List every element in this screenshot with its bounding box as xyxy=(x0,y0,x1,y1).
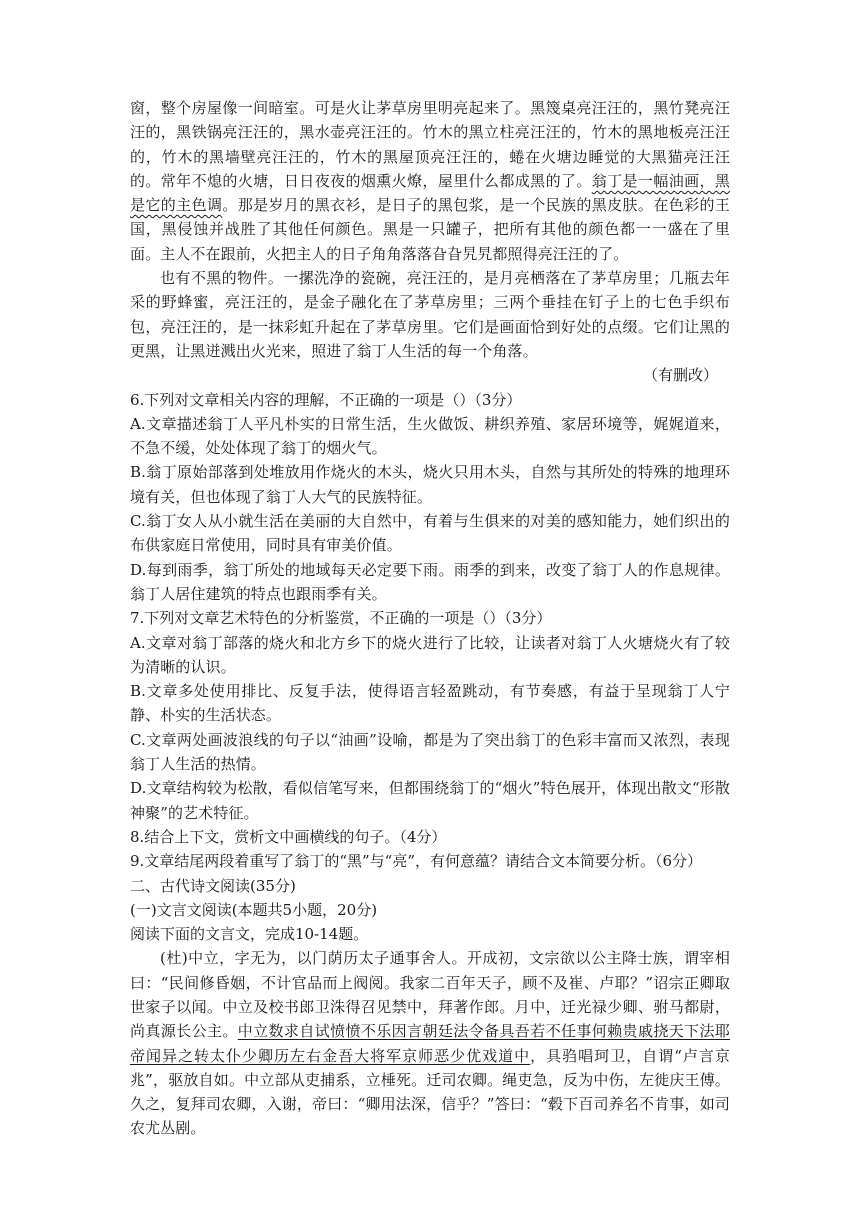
passage-text: 。那是岁月的黑衣衫，是日子的黑包浆，是一个民族的黑皮肤。在色彩的王国，黑侵蚀并战胜了其他任何颜色。黑是一只罐子，把所有其他的颜色都一一盛在了里面。主人不在跟前，火把主人的日子角角落落旮旮旯旯都照得亮汪汪的了。 xyxy=(130,196,730,263)
section-2-heading: 二、古代诗文阅读(35分) xyxy=(130,876,296,895)
question-6-option-c: C.翁丁女人从小就生活在美丽的大自然中，有着与生俱来的对美的感知能力，她们织出的布供家庭日常使用，同时具有审美价值。 xyxy=(130,512,730,555)
question-8: 8.结合上下文，赏析文中画横线的句子。（4分） xyxy=(130,827,447,846)
question-6-stem: 6.下列对文章相关内容的理解，不正确的一项是（）（3分） xyxy=(130,390,522,409)
passage-paragraph-1 xyxy=(130,96,730,266)
question-7-stem: 7.下列对文章艺术特色的分析鉴赏，不正确的一项是（）（3分） xyxy=(130,609,552,628)
question-7-option-b: B.文章多处使用排比、反复手法，使得语言轻盈跳动，有节奏感，有益于呈现翁丁人宁静、朴实的生活状态。 xyxy=(130,682,730,725)
document-page xyxy=(130,96,730,1141)
classical-text xyxy=(130,1047,730,1138)
question-6-option-a: A.文章描述翁丁人平凡朴实的日常生活，生火做饭、耕织养殖、家居环境等，娓娓道来，不急不缓，处处体现了翁丁的烟火气。 xyxy=(130,414,730,458)
passage-paragraph-2: 也有不黑的物件。一摞洗净的瓷碗，亮汪汪的，是月亮栖落在了茅草房里；几瓶去年采的野蜂蜜，亮汪汪的，是金子融化在了茅草房里；三两个垂挂在钉子上的七色手织布包，亮汪汪的，是一抹彩虹升起在了茅草房里。它们是画面恰到好处的点缀。它们让黑的更黑，让黑迸溅出火光来，照进了翁丁人生活的每一个角落。 xyxy=(130,269,730,360)
section-2-instructions: 阅读下面的文言文，完成10-14题。 xyxy=(130,925,369,944)
question-6-option-b: B.翁丁原始部落到处堆放用作烧火的木头，烧火只用木头，自然与其所处的特殊的地理环境有关，但也体现了翁丁人大气的民族特征。 xyxy=(130,463,730,506)
question-7-option-c: C.文章两处画波浪线的句子以“油画”设喻，都是为了突出翁丁的色彩丰富而又浓烈，表现翁丁人生活的热情。 xyxy=(130,730,730,774)
wavy-underlined-sentence: 翁丁是一幅油画，黑是它的主色调 xyxy=(130,171,730,215)
question-7-option-d: D.文章结构较为松散，看似信笔写来，但都围绕翁丁的“烟火”特色展开，体现出散文“形散神聚”的艺术特征。 xyxy=(130,779,730,822)
underlined-sentence: 中立数求自试愤愤不乐因言朝廷法令备具吾若不任事何赖贵戚挠天下法耶帝闻异之 xyxy=(130,1022,731,1065)
question-9: 9.文章结尾两段着重写了翁丁的“黑”与“亮”，有何意蕴？请结合文本简要分析。（6分） xyxy=(130,852,703,871)
section-2-subheading: (一)文言文阅读(本题共5小题，20分) xyxy=(130,900,378,919)
question-7-option-a: A.文章对翁丁部落的烧火和北方乡下的烧火进行了比较，让读者对翁丁人火塘烧火有了较为清晰的认识。 xyxy=(130,633,730,676)
passage-text: 窗，整个房屋像一间暗室。可是火让茅草房里明亮起来了。黑篾桌亮汪汪的，黑竹凳亮汪汪的，黑铁锅亮汪汪的，黑水壶亮汪汪的。竹木的黑立柱亮汪汪的，竹木的黑地板亮汪汪的，竹木的黑墙壁亮汪汪的，竹木的黑屋顶亮汪汪的，蜷在火塘边睡觉的大黑猫亮汪汪的。常年不熄的火塘，日日夜夜的烟熏火燎，屋里什么都成黑的了。 xyxy=(130,99,730,190)
underlined-sentence: 转太仆少卿历左右金吾大将军京师恶少优戏道中 xyxy=(194,1046,531,1065)
classical-text: ，具驺唱珂卫，自谓“卢言京兆”，驱放自如。中立部从吏捕系，立棰死。迁司农卿。绳吏急，反为中伤，左徙庆王傅。久之，复拜司农卿，入谢，帝曰：“卿用法深，信乎？”答曰：“毂下百司养名不肯事，如司农尤丛剧。 xyxy=(130,1046,730,1138)
classical-text: (杜)中立，字无为，以门荫历太子通事舍人。开成初，文宗欲以公主降士族，谓宰相曰：“民间修昏姻，不计官品而上阀阅。我家二百年天子，顾不及崔、卢耶？”诏宗正卿取世家子以闻。中立及校书郎卫洙得召见禁中，拜著作郎。月中，迁光禄少卿、驸马都尉，尚真源长公主。 xyxy=(130,949,730,1041)
source-note: （有删改） xyxy=(642,366,718,385)
question-6-option-d: D.每到雨季，翁丁所处的地域每天必定要下雨。雨季的到来，改变了翁丁人的作息规律。翁丁人居住建筑的特点也跟雨季有关。 xyxy=(130,560,730,603)
classical-text-paragraph xyxy=(130,946,730,1140)
